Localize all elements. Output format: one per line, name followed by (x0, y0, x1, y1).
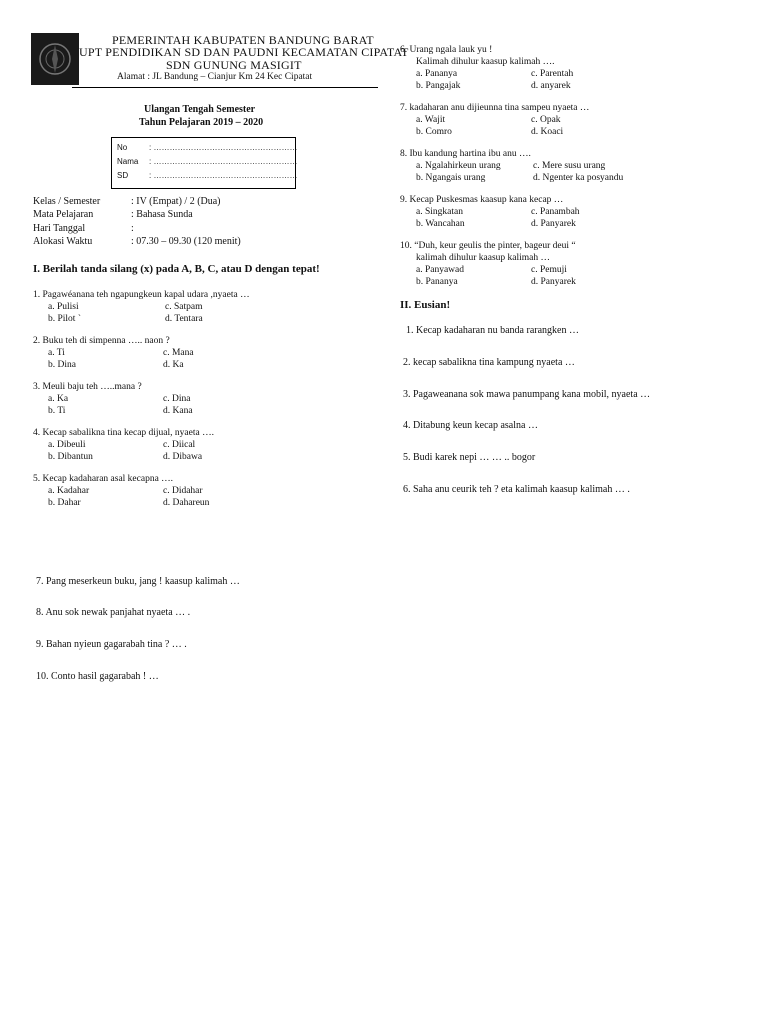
option-d[interactable]: d. Ka (163, 360, 184, 370)
option-c[interactable]: c. Mere susu urang (533, 161, 606, 171)
option-c[interactable]: c. Satpam (165, 302, 203, 312)
essay-question-1: 1. Kecap kadaharan nu banda rarangken … (406, 325, 579, 336)
question-1: 1. Pagawéanana teh ngapungkeun kapal udara ,nyaeta … (33, 290, 250, 300)
option-d[interactable]: d. Tentara (165, 314, 203, 324)
essay-question-6: 6. Saha anu ceurik teh ? eta kalimah kaasup kalimah … . (403, 484, 630, 495)
option-b[interactable]: b. Pananya (416, 277, 458, 287)
question-10-line2: kalimah dihulur kaasup kalimah … (416, 253, 551, 263)
essay-question-9: 9. Bahan nyieun gagarabah tina ? … . (36, 639, 187, 650)
question-5: 5. Kecap kadaharan asal kecapna …. (33, 474, 174, 484)
option-d[interactable]: d. Panyarek (531, 219, 576, 229)
option-a[interactable]: a. Ka (48, 394, 69, 404)
option-d[interactable]: d. Koaci (531, 127, 564, 137)
meta-value: : Bahasa Sunda (131, 209, 193, 220)
identity-field[interactable]: : ……………………………………………… (149, 171, 298, 180)
identity-row-sd (117, 171, 297, 180)
option-a[interactable]: a. Singkatan (416, 207, 463, 217)
question-2: 2. Buku teh di simpenna ….. naon ? (33, 336, 170, 346)
question-10: 10. “Duh, keur geulis the pinter, bageur deui “ (400, 241, 576, 251)
identity-label: Nama (117, 157, 139, 166)
section-2-heading: II. Eusian! (400, 299, 451, 311)
essay-question-3: 3. Pagaweanana sok mawa panumpang kana mobil, nyaeta … (403, 389, 651, 400)
question-7: 7. kadaharan anu dijieunna tina sampeu nyaeta … (400, 103, 590, 113)
option-b[interactable]: b. Pilot ` (48, 314, 81, 324)
meta-value: : 07.30 – 09.30 (120 menit) (131, 236, 241, 247)
question-4: 4. Kecap sabalikna tina kecap dijual, nyaeta …. (33, 428, 214, 438)
option-a[interactable]: a. Kadahar (48, 486, 90, 496)
meta-label: Hari Tanggal (33, 223, 86, 234)
header-government: PEMERINTAH KABUPATEN BANDUNG BARAT (112, 33, 374, 47)
option-d[interactable]: d. Dahareun (163, 498, 210, 508)
essay-question-7: 7. Pang meserkeun buku, jang ! kaasup kalimah … (36, 576, 240, 587)
option-b[interactable]: b. Ti (48, 406, 66, 416)
identity-row-no (117, 143, 297, 152)
option-c[interactable]: c. Panambah (531, 207, 580, 217)
option-c[interactable]: c. Pemuji (531, 265, 567, 275)
meta-label: Alokasi Waktu (33, 236, 93, 247)
option-d[interactable]: d. Panyarek (531, 277, 576, 287)
identity-field[interactable]: : ……………………………………………… (149, 143, 298, 152)
option-c[interactable]: c. Mana (163, 348, 194, 358)
option-d[interactable]: d. anyarek (531, 81, 571, 91)
option-c[interactable]: c. Parentah (531, 69, 574, 79)
meta-label: Mata Pelajaran (33, 209, 94, 220)
option-b[interactable]: b. Dahar (48, 498, 81, 508)
option-d[interactable]: d. Dibawa (163, 452, 203, 462)
identity-box (111, 137, 296, 189)
option-b[interactable]: b. Ngangais urang (416, 173, 486, 183)
option-b[interactable]: b. Dina (48, 360, 76, 370)
header-school: SDN GUNUNG MASIGIT (166, 58, 302, 72)
question-8: 8. Ibu kandung hartina ibu anu …. (400, 149, 531, 159)
essay-question-8: 8. Anu sok newak panjahat nyaeta … . (36, 607, 191, 618)
option-a[interactable]: a. Panyawad (416, 265, 465, 275)
identity-row-nama (117, 157, 297, 166)
option-c[interactable]: c. Diical (163, 440, 196, 450)
option-a[interactable]: a. Pulisi (48, 302, 79, 312)
essay-question-2: 2. kecap sabalikna tina kampung nyaeta … (403, 357, 575, 368)
exam-year: Tahun Pelajaran 2019 – 2020 (139, 117, 264, 128)
option-c[interactable]: c. Dina (163, 394, 191, 404)
meta-label: Kelas / Semester (33, 196, 101, 207)
school-logo (31, 33, 79, 85)
meta-value: : (131, 223, 134, 234)
option-c[interactable]: c. Didahar (163, 486, 203, 496)
option-d[interactable]: d. Kana (163, 406, 193, 416)
identity-label: No (117, 143, 128, 152)
option-b[interactable]: b. Dibantun (48, 452, 93, 462)
option-b[interactable]: b. Pangajak (416, 81, 461, 91)
identity-field[interactable]: : ……………………………………………… (149, 157, 298, 166)
exam-title: Ulangan Tengah Semester (144, 104, 256, 115)
option-a[interactable]: a. Ngalahirkeun urang (416, 161, 501, 171)
option-a[interactable]: a. Pananya (416, 69, 458, 79)
question-3: 3. Meuli baju teh …..mana ? (33, 382, 142, 392)
option-a[interactable]: a. Dibeuli (48, 440, 86, 450)
option-c[interactable]: c. Opak (531, 115, 561, 125)
option-d[interactable]: d. Ngenter ka posyandu (533, 173, 624, 183)
header-address: Alamat : JL Bandung – Cianjur Km 24 Kec Cipatat (117, 72, 313, 82)
identity-label: SD (117, 171, 129, 180)
question-6: 6. Urang ngala lauk yu ! (400, 45, 493, 55)
header-divider (72, 87, 378, 88)
section-1-heading: I. Berilah tanda silang (x) pada A, B, C, atau D dengan tepat! (33, 263, 320, 275)
essay-question-5: 5. Budi karek nepi … … .. bogor (403, 452, 536, 463)
essay-question-10: 10. Conto hasil gagarabah ! … (36, 671, 159, 682)
option-a[interactable]: a. Wajit (416, 115, 446, 125)
option-a[interactable]: a. Ti (48, 348, 65, 358)
option-b[interactable]: b. Wancahan (416, 219, 465, 229)
header-upt: UPT PENDIDIKAN SD DAN PAUDNI KECAMATAN CIPATAT (79, 45, 409, 59)
essay-question-4: 4. Ditabung keun kecap asalna … (403, 420, 538, 431)
question-9: 9. Kecap Puskesmas kaasup kana kecap … (400, 195, 564, 205)
meta-value: : IV (Empat) / 2 (Dua) (131, 196, 221, 207)
question-6-line2: Kalimah dihulur kaasup kalimah …. (416, 57, 555, 67)
option-b[interactable]: b. Comro (416, 127, 452, 137)
